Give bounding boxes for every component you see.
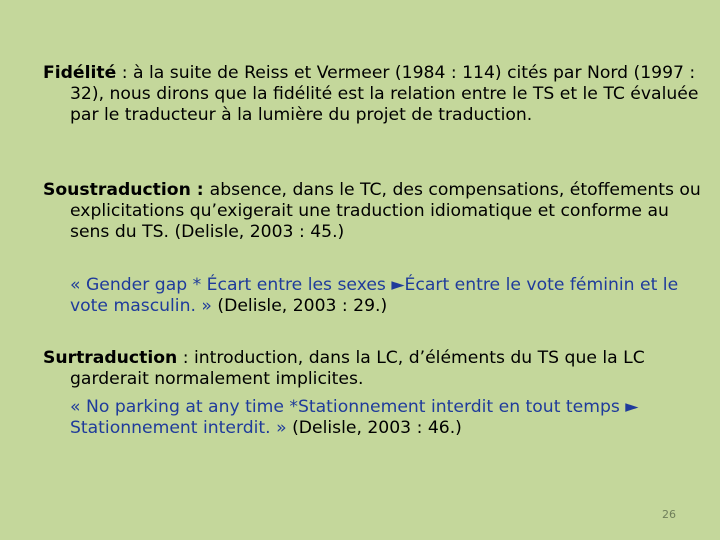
definition-fidelite: : à la suite de Reiss et Vermeer (1984 : 114) cités par Nord (1997 : 32), nous dirons que la fidélité est la relation entre le TS et le TC évaluée par le traducteur à la lumière du projet de traduction. — [70, 63, 699, 125]
page-number: 26 — [662, 508, 676, 521]
term-fidelite: Fidélité — [43, 63, 117, 83]
definition-surtraduction: : introduction, dans la LC, d’éléments du TS que la LC garderait normalement implicites. — [70, 348, 645, 389]
example-surtraduction — [70, 397, 680, 439]
paragraph-soustraduction — [43, 180, 710, 243]
paragraph-surtraduction — [43, 348, 710, 390]
term-soustraduction: Soustraduction : — [43, 180, 210, 200]
example-quote-soustraduction: « Gender gap * Écart entre les sexes ►Écart entre le vote féminin et le vote masculin. » — [70, 275, 679, 316]
term-surtraduction: Surtraduction — [43, 348, 178, 368]
example-ref-soustraduction: (Delisle, 2003 : 29.) — [211, 296, 388, 316]
example-soustraduction — [70, 275, 680, 317]
example-quote-surtraduction: « No parking at any time *Stationnement interdit en tout temps ► Stationnement interdit. » — [70, 397, 639, 438]
example-ref-surtraduction: (Delisle, 2003 : 46.) — [286, 418, 462, 438]
paragraph-fidelite — [43, 63, 710, 126]
definition-soustraduction: absence, dans le TC, des compensations, étoffements ou explicitations qu’exigerait une traduction idiomatique et conforme au sens du TS. (Delisle, 2003 : 45.) — [70, 180, 701, 242]
